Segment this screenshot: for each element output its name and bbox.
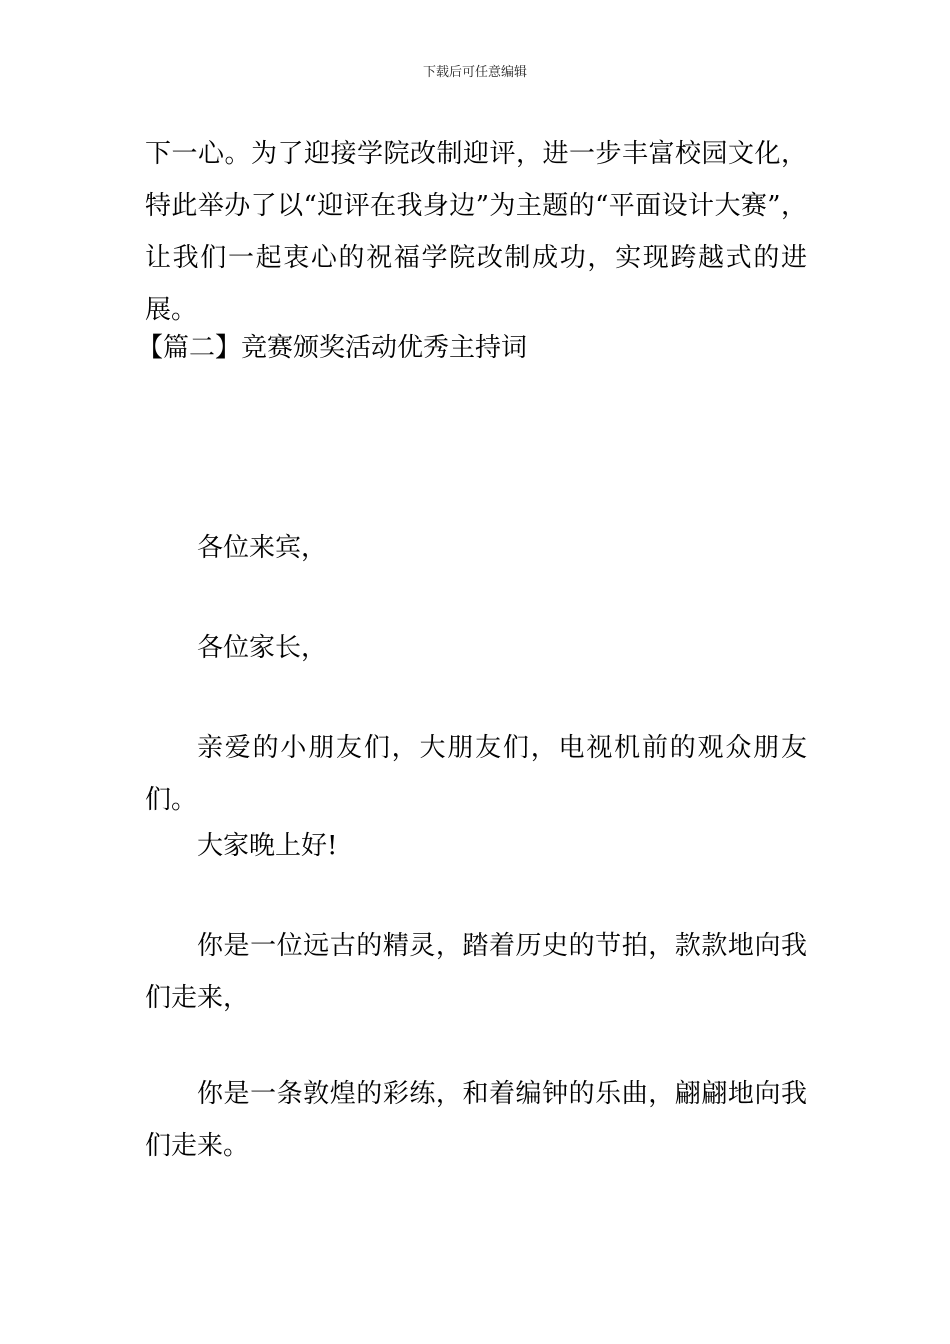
paragraph-line: 亲爱的小朋友们，大朋友们，电视机前的观众朋友们。 bbox=[145, 733, 807, 815]
page-header: 下载后可任意编辑 bbox=[422, 65, 527, 80]
intro-paragraph: 下一心。为了迎接学院改制迎评，进一步丰富校园文化，特此举办了以“迎评在我身边”为主题的“平面设计大赛”，让我们一起衷心的祝福学院改制成功，实现跨越式的进展。 bbox=[145, 139, 807, 325]
paragraph-line: 各位家长， bbox=[197, 633, 328, 663]
paragraph-line: 你是一位远古的精灵，踏着历史的节拍，款款地向我们走来， bbox=[145, 931, 807, 1013]
section-heading: 【篇二】竞赛颁奖活动优秀主持词 bbox=[137, 333, 528, 363]
paragraph-line: 你是一条敦煌的彩练，和着编钟的乐曲，翩翩地向我们走来。 bbox=[145, 1079, 807, 1161]
paragraph-line: 大家晚上好! bbox=[197, 831, 338, 861]
paragraph-line: 各位来宾， bbox=[197, 533, 328, 563]
